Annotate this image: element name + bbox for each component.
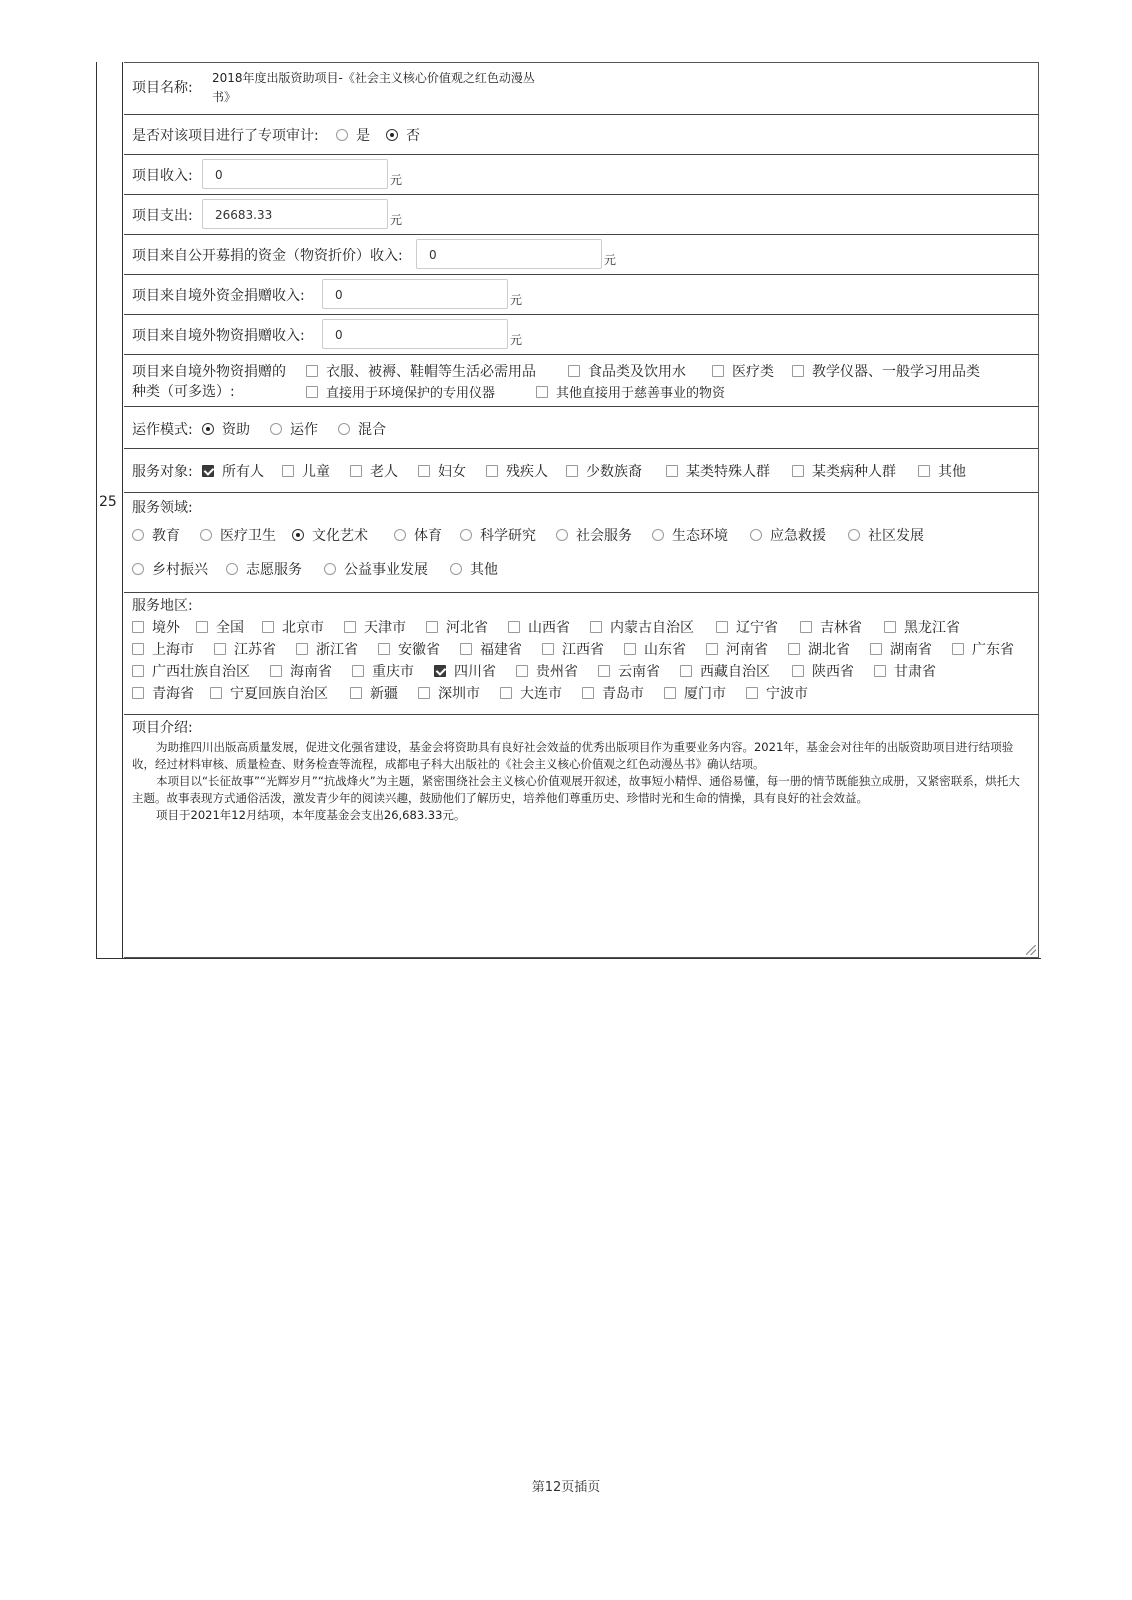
checkbox-icon[interactable] bbox=[712, 365, 724, 377]
field-option[interactable]: 教育 bbox=[132, 525, 180, 545]
field-option[interactable]: 公益事业发展 bbox=[324, 559, 428, 579]
target-option[interactable]: 少数族裔 bbox=[566, 461, 642, 481]
page-footer: 第12页插页 bbox=[531, 1480, 601, 1495]
region-option[interactable]: 河南省 bbox=[706, 639, 768, 659]
intro-label: 项目介绍: bbox=[132, 720, 193, 736]
field-option[interactable]: 其他 bbox=[450, 559, 498, 579]
intro-paragraph: 本项目以“长征故事”“光辉岁月”“抗战烽火”为主题，紧密围绕社会主义核心价值观展开叙述，故事短小精悍、通俗易懂，每一册的情节既能独立成册，又紧密联系，烘托大主题。故事表现方式通俗活泼，激发青少年的阅读兴趣，鼓励他们了解历史，培养他们尊重历史、珍惜时光和生命的情操，具有良好的社会效益。 bbox=[132, 774, 1020, 805]
checkbox-icon[interactable] bbox=[262, 621, 274, 633]
goods-types-row bbox=[124, 355, 1038, 407]
region-option[interactable]: 湖北省 bbox=[788, 639, 850, 659]
expense-unit: 元 bbox=[390, 213, 403, 227]
foreign-goods-label: 项目来自境外物资捐赠收入: bbox=[132, 328, 305, 344]
resize-grip-icon[interactable] bbox=[1026, 945, 1036, 955]
checkbox-icon[interactable] bbox=[270, 665, 282, 677]
checkbox-icon[interactable] bbox=[666, 465, 678, 477]
region-option[interactable]: 西藏自治区 bbox=[680, 661, 770, 681]
checkbox-icon[interactable] bbox=[306, 386, 318, 398]
checkbox-icon[interactable] bbox=[306, 365, 318, 377]
checkbox-icon[interactable] bbox=[214, 643, 226, 655]
goods-option[interactable]: 衣服、被褥、鞋帽等生活必需用品 bbox=[306, 361, 536, 381]
radio-selected-icon[interactable] bbox=[292, 529, 304, 541]
checkbox-icon[interactable] bbox=[460, 643, 472, 655]
checkbox-icon[interactable] bbox=[282, 465, 294, 477]
foreign-funds-input[interactable]: 0 bbox=[322, 279, 508, 309]
project-name-line1: 2018年度出版资助项目-《社会主义核心价值观之红色动漫丛 bbox=[212, 71, 535, 85]
radio-icon[interactable] bbox=[336, 129, 348, 141]
public-funds-unit: 元 bbox=[604, 253, 617, 267]
foreign-goods-row bbox=[124, 315, 1038, 355]
field-option[interactable]: 社会服务 bbox=[556, 525, 632, 545]
checkbox-icon[interactable] bbox=[542, 643, 554, 655]
public-funds-input[interactable]: 0 bbox=[416, 239, 602, 269]
service-fields-row bbox=[124, 493, 1038, 593]
checkbox-icon[interactable] bbox=[800, 621, 812, 633]
region-option[interactable]: 重庆市 bbox=[352, 661, 414, 681]
project-name-row bbox=[124, 63, 1038, 115]
radio-icon[interactable] bbox=[652, 529, 664, 541]
region-option[interactable]: 广西壮族自治区 bbox=[132, 661, 250, 681]
field-option[interactable]: 乡村振兴 bbox=[132, 559, 208, 579]
goods-option[interactable]: 食品类及饮用水 bbox=[568, 361, 686, 381]
field-option[interactable]: 应急救援 bbox=[750, 525, 826, 545]
target-option[interactable]: 妇女 bbox=[418, 461, 466, 481]
region-option[interactable]: 陕西省 bbox=[792, 661, 854, 681]
service-targets-row bbox=[124, 449, 1038, 493]
region-option[interactable]: 新疆 bbox=[350, 683, 398, 703]
audit-option-no[interactable]: 否 bbox=[386, 125, 420, 145]
goods-option[interactable]: 其他直接用于慈善事业的物资 bbox=[536, 382, 725, 401]
region-option[interactable]: 浙江省 bbox=[296, 639, 358, 659]
radio-icon[interactable] bbox=[270, 423, 282, 435]
intro-paragraph: 为助推四川出版高质量发展，促进文化强省建设，基金会将资助具有良好社会效益的优秀出版项目作为重要业务内容。2021年，基金会对往年的出版资助项目进行结项验收，经过材料审核、质量检查、财务检查等流程，成都电子科大出版社的《社会主义核心价值观之红色动漫丛书》确认结项。 bbox=[132, 740, 1014, 771]
checkbox-checked-icon[interactable] bbox=[434, 665, 446, 677]
operation-option[interactable]: 资助 bbox=[202, 419, 250, 439]
intro-row bbox=[124, 715, 1038, 957]
goods-option[interactable]: 医疗类 bbox=[712, 361, 774, 381]
checkbox-icon[interactable] bbox=[196, 621, 208, 633]
radio-icon[interactable] bbox=[460, 529, 472, 541]
checkbox-icon[interactable] bbox=[582, 687, 594, 699]
field-option[interactable]: 体育 bbox=[394, 525, 442, 545]
region-option[interactable]: 全国 bbox=[196, 617, 244, 637]
radio-selected-icon[interactable] bbox=[386, 129, 398, 141]
region-option[interactable]: 宁夏回族自治区 bbox=[210, 683, 328, 703]
radio-icon[interactable] bbox=[394, 529, 406, 541]
income-input[interactable]: 0 bbox=[202, 159, 388, 189]
checkbox-icon[interactable] bbox=[870, 643, 882, 655]
checkbox-icon[interactable] bbox=[664, 687, 676, 699]
foreign-funds-unit: 元 bbox=[510, 293, 523, 307]
region-option[interactable]: 宁波市 bbox=[746, 683, 808, 703]
operation-option[interactable]: 运作 bbox=[270, 419, 318, 439]
operation-option[interactable]: 混合 bbox=[338, 419, 386, 439]
region-option[interactable]: 内蒙古自治区 bbox=[590, 617, 694, 637]
radio-icon[interactable] bbox=[226, 563, 238, 575]
region-option[interactable]: 山东省 bbox=[624, 639, 686, 659]
public-funds-label: 项目来自公开募捐的资金（物资折价）收入: bbox=[132, 248, 403, 264]
checkbox-icon[interactable] bbox=[590, 621, 602, 633]
checkbox-icon[interactable] bbox=[132, 687, 144, 699]
target-option[interactable]: 残疾人 bbox=[486, 461, 548, 481]
checkbox-icon[interactable] bbox=[792, 365, 804, 377]
region-option[interactable]: 大连市 bbox=[500, 683, 562, 703]
operation-mode-row bbox=[124, 407, 1038, 449]
foreign-funds-row bbox=[124, 275, 1038, 315]
public-funds-row bbox=[124, 235, 1038, 275]
region-option[interactable]: 云南省 bbox=[598, 661, 660, 681]
field-option[interactable]: 社区发展 bbox=[848, 525, 924, 545]
radio-icon[interactable] bbox=[324, 563, 336, 575]
income-row bbox=[124, 155, 1038, 195]
region-option[interactable]: 安徽省 bbox=[378, 639, 440, 659]
checkbox-icon[interactable] bbox=[132, 621, 144, 633]
service-regions-row bbox=[124, 593, 1038, 715]
checkbox-icon[interactable] bbox=[350, 687, 362, 699]
checkbox-icon[interactable] bbox=[426, 621, 438, 633]
target-option[interactable]: 老人 bbox=[350, 461, 398, 481]
foreign-funds-label: 项目来自境外资金捐赠收入: bbox=[132, 288, 305, 304]
checkbox-icon[interactable] bbox=[344, 621, 356, 633]
checkbox-icon[interactable] bbox=[132, 665, 144, 677]
checkbox-icon[interactable] bbox=[716, 621, 728, 633]
region-option[interactable]: 江西省 bbox=[542, 639, 604, 659]
checkbox-icon[interactable] bbox=[568, 365, 580, 377]
checkbox-icon[interactable] bbox=[210, 687, 222, 699]
region-option[interactable]: 山西省 bbox=[508, 617, 570, 637]
expense-row bbox=[124, 195, 1038, 235]
radio-icon[interactable] bbox=[750, 529, 762, 541]
checkbox-icon[interactable] bbox=[792, 465, 804, 477]
target-option[interactable]: 儿童 bbox=[282, 461, 330, 481]
target-option[interactable]: 所有人 bbox=[202, 461, 264, 481]
form-sheet bbox=[96, 62, 1041, 959]
region-option[interactable]: 上海市 bbox=[132, 639, 194, 659]
checkbox-icon[interactable] bbox=[350, 465, 362, 477]
region-option[interactable]: 江苏省 bbox=[214, 639, 276, 659]
region-option[interactable]: 海南省 bbox=[270, 661, 332, 681]
region-option[interactable]: 吉林省 bbox=[800, 617, 862, 637]
checkbox-icon[interactable] bbox=[566, 465, 578, 477]
checkbox-icon[interactable] bbox=[418, 465, 430, 477]
region-option[interactable]: 湖南省 bbox=[870, 639, 932, 659]
service-targets-label: 服务对象: bbox=[132, 464, 193, 480]
income-label: 项目收入: bbox=[132, 168, 193, 184]
field-option[interactable]: 文化艺术 bbox=[292, 525, 368, 545]
target-option[interactable]: 某类特殊人群 bbox=[666, 461, 770, 481]
checkbox-icon[interactable] bbox=[500, 687, 512, 699]
checkbox-icon[interactable] bbox=[918, 465, 930, 477]
goods-option[interactable]: 教学仪器、一般学习用品类 bbox=[792, 361, 980, 381]
checkbox-icon[interactable] bbox=[508, 621, 520, 633]
region-option[interactable]: 深圳市 bbox=[418, 683, 480, 703]
target-option[interactable]: 某类病种人群 bbox=[792, 461, 896, 481]
region-option[interactable]: 天津市 bbox=[344, 617, 406, 637]
row-number-column bbox=[97, 62, 123, 958]
region-option[interactable]: 河北省 bbox=[426, 617, 488, 637]
checkbox-icon[interactable] bbox=[418, 687, 430, 699]
expense-label: 项目支出: bbox=[132, 208, 193, 224]
radio-icon[interactable] bbox=[450, 563, 462, 575]
checkbox-icon[interactable] bbox=[296, 643, 308, 655]
checkbox-icon[interactable] bbox=[132, 643, 144, 655]
checkbox-icon[interactable] bbox=[516, 665, 528, 677]
checkbox-icon[interactable] bbox=[486, 465, 498, 477]
service-fields-label: 服务领域: bbox=[132, 500, 193, 516]
checkbox-icon[interactable] bbox=[680, 665, 692, 677]
field-option[interactable]: 科学研究 bbox=[460, 525, 536, 545]
radio-selected-icon[interactable] bbox=[202, 423, 214, 435]
goods-types-label-line1: 项目来自境外物资捐赠的 bbox=[132, 364, 286, 380]
project-form bbox=[124, 62, 1039, 958]
goods-types-label-line2: 种类（可多选）: bbox=[132, 384, 235, 400]
project-name-line2: 书》 bbox=[212, 90, 237, 104]
checkbox-icon[interactable] bbox=[874, 665, 886, 677]
audit-option-yes[interactable]: 是 bbox=[336, 125, 370, 145]
region-option[interactable]: 黑龙江省 bbox=[884, 617, 960, 637]
radio-icon[interactable] bbox=[338, 423, 350, 435]
field-option[interactable]: 医疗卫生 bbox=[200, 525, 276, 545]
checkbox-icon[interactable] bbox=[536, 386, 548, 398]
checkbox-icon[interactable] bbox=[352, 665, 364, 677]
checkbox-icon[interactable] bbox=[788, 643, 800, 655]
target-option[interactable]: 其他 bbox=[918, 461, 966, 481]
expense-input[interactable]: 26683.33 bbox=[202, 199, 388, 229]
checkbox-icon[interactable] bbox=[378, 643, 390, 655]
checkbox-icon[interactable] bbox=[598, 665, 610, 677]
region-option[interactable]: 福建省 bbox=[460, 639, 522, 659]
checkbox-checked-icon[interactable] bbox=[202, 465, 214, 477]
radio-icon[interactable] bbox=[848, 529, 860, 541]
region-option[interactable]: 辽宁省 bbox=[716, 617, 778, 637]
region-option[interactable]: 甘肃省 bbox=[874, 661, 936, 681]
region-option[interactable]: 厦门市 bbox=[664, 683, 726, 703]
operation-mode-label: 运作模式: bbox=[132, 422, 193, 438]
service-regions-label: 服务地区: bbox=[132, 598, 193, 614]
region-option[interactable]: 北京市 bbox=[262, 617, 324, 637]
radio-icon[interactable] bbox=[200, 529, 212, 541]
intro-paragraph: 项目于2021年12月结项，本年度基金会支出26,683.33元。 bbox=[156, 808, 466, 822]
intro-textarea[interactable] bbox=[132, 739, 1028, 824]
region-option[interactable]: 贵州省 bbox=[516, 661, 578, 681]
region-option[interactable]: 境外 bbox=[132, 617, 180, 637]
goods-option[interactable]: 直接用于环境保护的专用仪器 bbox=[306, 382, 495, 401]
radio-icon[interactable] bbox=[132, 563, 144, 575]
region-option[interactable]: 四川省 bbox=[434, 661, 496, 681]
foreign-goods-unit: 元 bbox=[510, 333, 523, 347]
checkbox-icon[interactable] bbox=[952, 643, 964, 655]
region-option[interactable]: 广东省 bbox=[952, 639, 1014, 659]
checkbox-icon[interactable] bbox=[746, 687, 758, 699]
region-option[interactable]: 青岛市 bbox=[582, 683, 644, 703]
row-number: 25 bbox=[99, 494, 117, 510]
region-option[interactable]: 青海省 bbox=[132, 683, 194, 703]
checkbox-icon[interactable] bbox=[792, 665, 804, 677]
radio-icon[interactable] bbox=[132, 529, 144, 541]
checkbox-icon[interactable] bbox=[884, 621, 896, 633]
field-option[interactable]: 生态环境 bbox=[652, 525, 728, 545]
audit-label: 是否对该项目进行了专项审计: bbox=[132, 128, 319, 144]
project-name-label: 项目名称: bbox=[132, 80, 193, 96]
field-option[interactable]: 志愿服务 bbox=[226, 559, 302, 579]
audit-row bbox=[124, 115, 1038, 155]
foreign-goods-input[interactable]: 0 bbox=[322, 319, 508, 349]
radio-icon[interactable] bbox=[556, 529, 568, 541]
checkbox-icon[interactable] bbox=[706, 643, 718, 655]
income-unit: 元 bbox=[390, 173, 403, 187]
checkbox-icon[interactable] bbox=[624, 643, 636, 655]
